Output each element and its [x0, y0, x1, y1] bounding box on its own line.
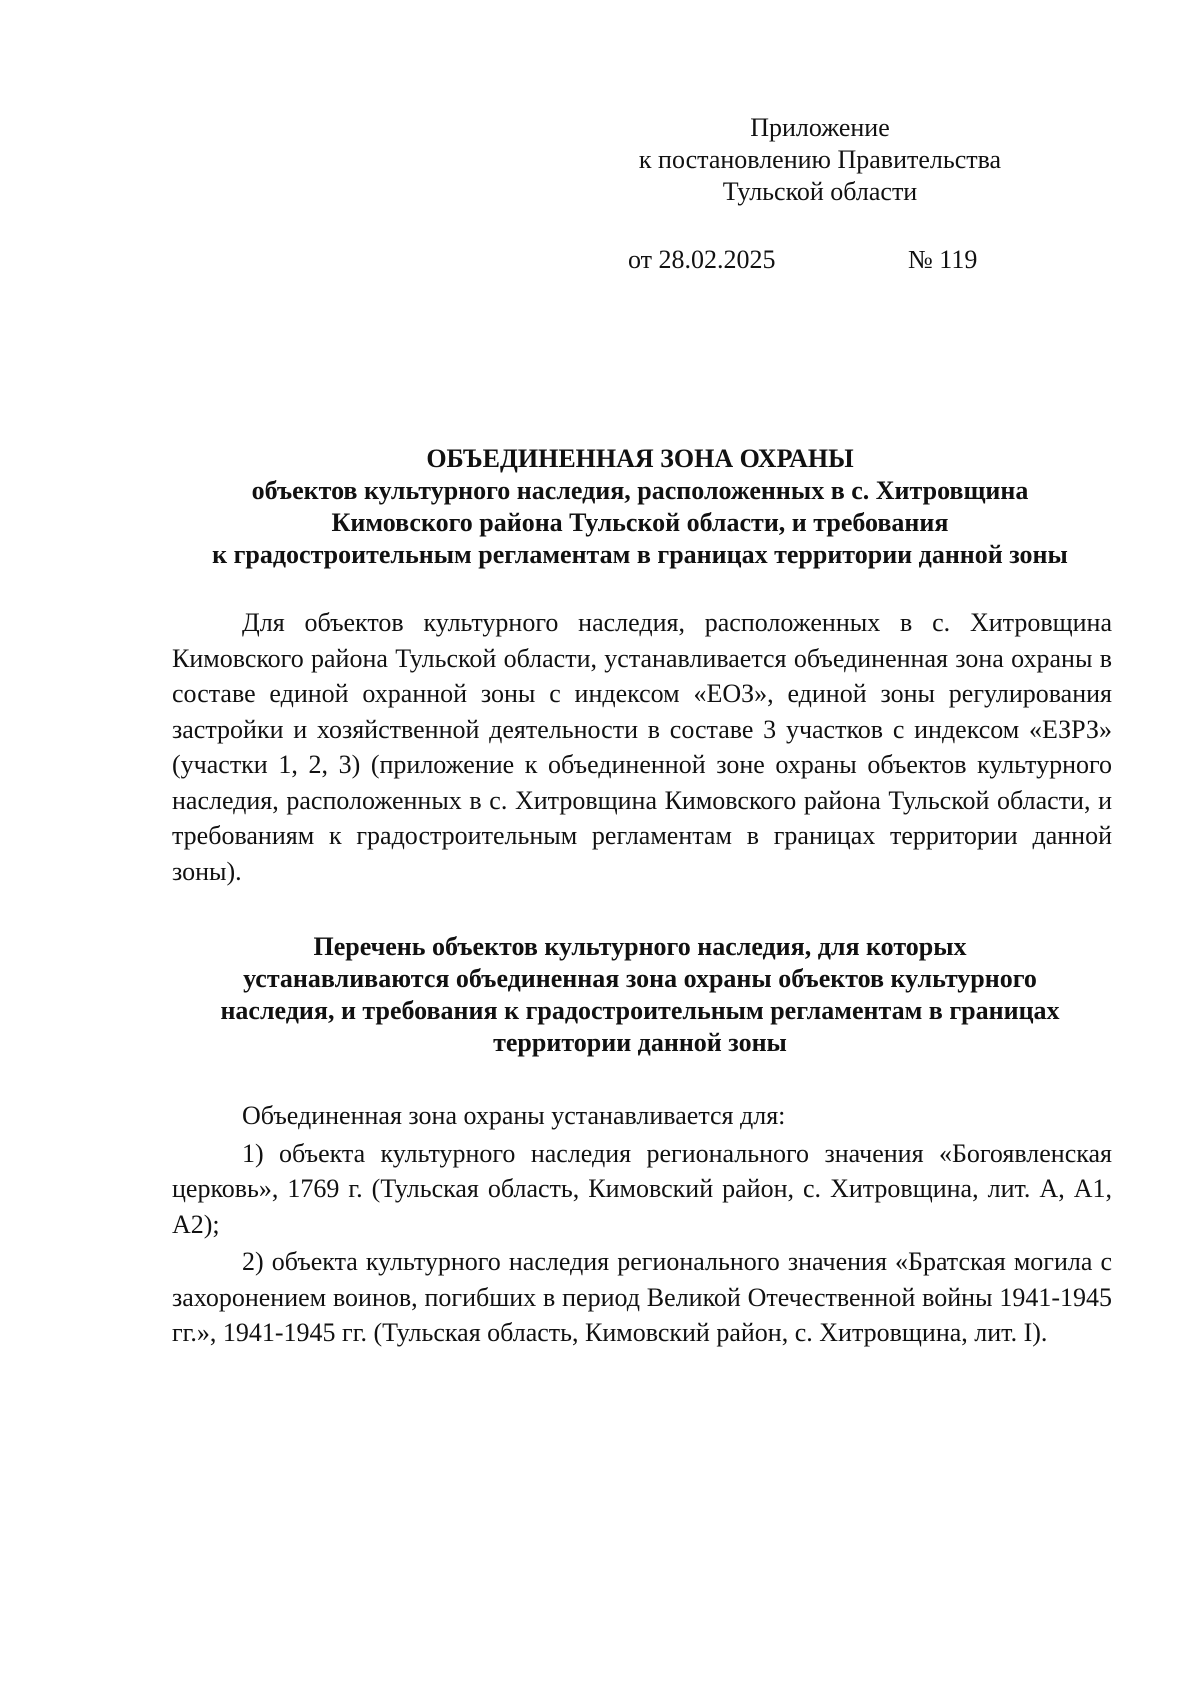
appendix-region: Тульской области [722, 177, 918, 206]
list-title-line-4: территории данной зоны [493, 1028, 787, 1057]
heritage-list [172, 1098, 1112, 1351]
appendix-header [600, 112, 1040, 208]
decree-number: № 119 [908, 245, 978, 274]
title-line-4: к градостроительным регламентам в границах территории данной зоны [212, 540, 1068, 569]
list-title [150, 931, 1130, 1059]
list-title-line-1: Перечень объектов культурного наследия, для которых [313, 932, 967, 961]
decree-date: от 28.02.2025 [628, 245, 776, 274]
list-item: 2) объекта культурного наследия регионального значения «Братская могила с захоронением воинов, погибших в период Великой Отечественной войны 1941-1945 гг.», 1941-1945 гг. (Тульская область, Кимовский район, с. Хитровщина, лит. I). [172, 1247, 1112, 1347]
title-line-3: Кимовского района Тульской области, и требования [331, 508, 949, 537]
title-line-1: ОБЪЕДИНЕННАЯ ЗОНА ОХРАНЫ [426, 444, 854, 473]
intro-paragraph: Для объектов культурного наследия, расположенных в с. Хитровщина Кимовского района Тульской области, устанавливается объединенная зона охраны в составе единой охранной зоны с индексом «ЕОЗ», единой зоны регулирования застройки и хозяйственной деятельности в составе 3 участков с индексом «ЕЗРЗ» (участки 1, 2, 3) (приложение к объединенной зоне охраны объектов культурного наследия, расположенных в с. Хитровщина Кимовского района Тульской области, и требованиям к градостроительным регламентам в границах территории данной зоны). [172, 608, 1112, 886]
appendix-decree-ref: к постановлению Правительства [638, 145, 1002, 174]
appendix-label: Приложение [750, 113, 890, 142]
list-title-line-2: устанавливаются объединенная зона охраны объектов культурного [243, 964, 1037, 993]
list-title-line-3: наследия, и требования к градостроительным регламентам в границах [220, 996, 1060, 1025]
intro-section [172, 605, 1112, 889]
document-title [150, 443, 1130, 571]
list-lead: Объединенная зона охраны устанавливается для: [242, 1101, 786, 1130]
list-item: 1) объекта культурного наследия регионального значения «Богоявленская церковь», 1769 г. (Тульская область, Кимовский район, с. Хитровщина, лит. А, А1, А2); [172, 1138, 1112, 1239]
title-line-2: объектов культурного наследия, расположенных в с. Хитровщина [251, 476, 1029, 505]
